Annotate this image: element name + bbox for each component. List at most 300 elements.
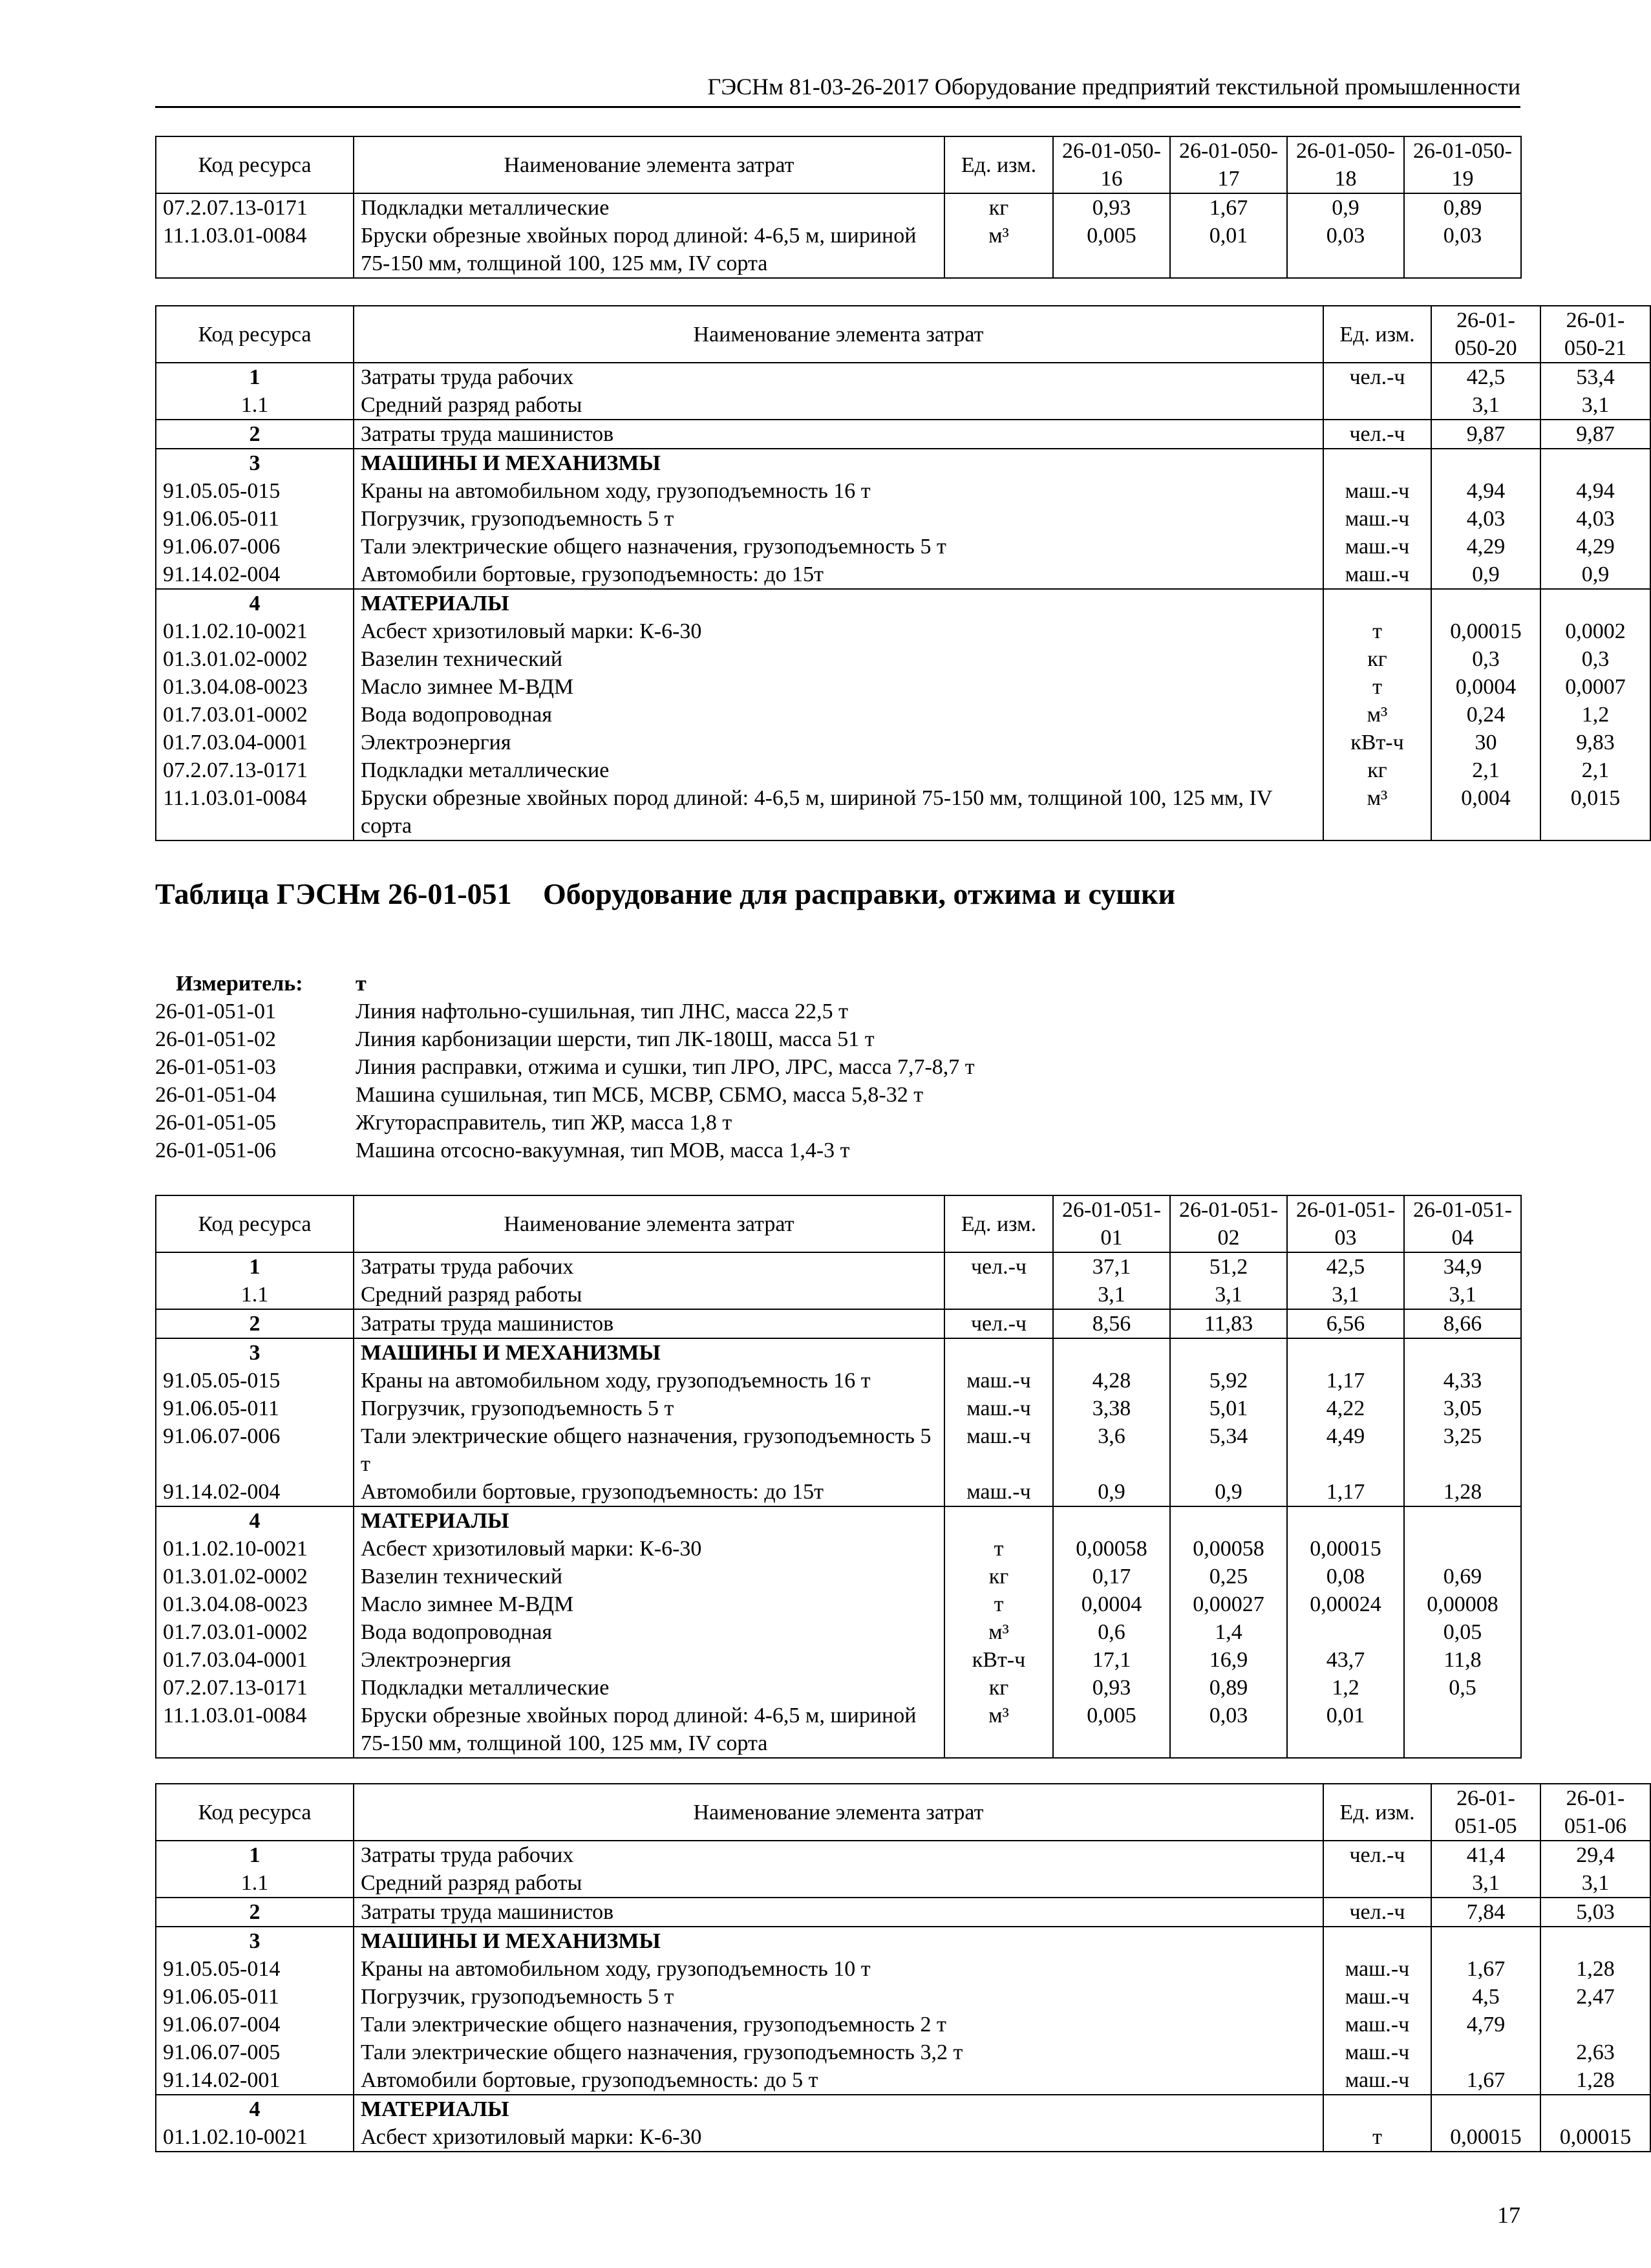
resource-unit: маш.-ч [1323,477,1431,505]
resource-name: Подкладки металлические [354,756,1323,784]
resource-name: Автомобили бортовые, грузоподъемность: до 15т [354,561,1323,589]
rate-value [1540,449,1650,477]
measurer-item-text: Машина отсосно-вакуумная, тип МОВ, масса 1,4-3 т [356,1139,850,1162]
rate-value: 0,01 [1287,1702,1404,1758]
column-header-code: Код ресурса [156,1784,354,1841]
rate-value: 0,9 [1170,1478,1287,1506]
resource-code: 3 [156,1338,354,1367]
resource-name: Затраты труда рабочих [354,363,1323,391]
table-row [156,1395,1521,1422]
resource-name: Затраты труда рабочих [354,1252,944,1281]
rate-value: 11,83 [1170,1309,1287,1338]
rate-value: 5,34 [1170,1422,1287,1478]
rate-value: 3,6 [1053,1422,1170,1478]
column-header-name: Наименование элемента затрат [354,136,944,193]
resource-code: 11.1.03.01-0084 [156,784,354,840]
resource-name: Вода водопроводная [354,701,1323,729]
resource-unit: чел.-ч [1323,363,1431,391]
rate-value: 37,1 [1053,1252,1170,1281]
rate-value: 0,00008 [1404,1590,1521,1618]
rate-value: 0,89 [1170,1674,1287,1702]
resource-code: 4 [156,2095,354,2123]
resource-table-051-05-06 [155,1783,1651,2152]
resource-unit: кВт-ч [944,1646,1053,1674]
resource-unit: кг [944,1674,1053,1702]
resource-code: 91.06.07-006 [156,1422,354,1478]
rate-value: 0,0004 [1431,673,1540,701]
resource-code: 91.14.02-004 [156,1478,354,1506]
resource-code: 11.1.03.01-0084 [156,1702,354,1758]
resource-name: Подкладки металлические [354,1674,944,1702]
rate-value [1404,1535,1521,1563]
resource-unit: м³ [1323,784,1431,840]
table-row [156,1478,1521,1506]
rate-value: 7,84 [1431,1898,1540,1927]
resource-name: МАТЕРИАЛЫ [354,2095,1323,2123]
resource-name: Средний разряд работы [354,1281,944,1309]
rate-value: 0,9 [1431,561,1540,589]
page-number: 17 [1497,2202,1520,2228]
table-row [156,533,1650,561]
table-row [156,477,1650,505]
rate-value: 0,00015 [1287,1535,1404,1563]
table-number: Таблица ГЭСНм 26-01-051 [155,877,512,910]
resource-name: МАШИНЫ И МЕХАНИЗМЫ [354,449,1323,477]
rate-value [1170,1506,1287,1535]
resource-unit: кг [1323,756,1431,784]
rate-value [1170,1338,1287,1367]
rate-value: 0,00015 [1431,2123,1540,2152]
rate-value: 3,38 [1053,1395,1170,1422]
rate-value: 5,01 [1170,1395,1287,1422]
measurer-item-code: 26-01-051-06 [155,1139,276,1162]
table-row [156,1590,1521,1618]
resource-code: 2 [156,420,354,449]
rate-value: 0,9 [1540,561,1650,589]
table-row [156,673,1650,701]
resource-code: 01.7.03.01-0002 [156,1618,354,1646]
resource-name: Масло зимнее М-ВДМ [354,673,1323,701]
rate-value: 0,6 [1053,1618,1170,1646]
resource-unit: маш.-ч [1323,505,1431,533]
measurer-item-text: Жгуторасправитель, тип ЖР, масса 1,8 т [356,1111,732,1135]
resource-name: Средний разряд работы [354,391,1323,420]
column-header-unit: Ед. изм. [944,136,1053,193]
rate-value: 30 [1431,729,1540,756]
table-row [156,1983,1650,2011]
table-row [156,1422,1521,1478]
resource-code: 01.7.03.04-0001 [156,1646,354,1674]
rate-value: 0,004 [1431,784,1540,840]
resource-unit: чел.-ч [1323,1841,1431,1869]
column-header-rate: 26-01-051-03 [1287,1195,1404,1252]
rate-value: 8,56 [1053,1309,1170,1338]
resource-code: 91.06.07-006 [156,533,354,561]
rate-value: 4,22 [1287,1395,1404,1422]
rate-value: 4,79 [1431,2011,1540,2038]
resource-name: Тали электрические общего назначения, грузоподъемность 3,2 т [354,2038,1323,2066]
rate-value: 2,1 [1431,756,1540,784]
resource-unit [944,1506,1053,1535]
resource-unit: чел.-ч [1323,1898,1431,1927]
rate-value [1404,1506,1521,1535]
resource-name: Автомобили бортовые, грузоподъемность: до 15т [354,1478,944,1506]
measurer-item-text: Линия карбонизации шерсти, тип ЛК-180Ш, масса 51 т [356,1027,875,1051]
resource-code: 91.05.05-015 [156,477,354,505]
rate-value: 17,1 [1053,1646,1170,1674]
column-header-rate: 26-01-051-02 [1170,1195,1287,1252]
rate-value: 0,3 [1431,645,1540,673]
resource-code: 3 [156,449,354,477]
rate-value [1540,589,1650,617]
table-row [156,505,1650,533]
rate-value: 3,1 [1431,1869,1540,1898]
rate-value: 0,0002 [1540,617,1650,645]
column-header-code: Код ресурса [156,136,354,193]
table-row [156,617,1650,645]
rate-value: 9,87 [1431,420,1540,449]
rate-value: 34,9 [1404,1252,1521,1281]
table-row [156,2095,1650,2123]
rate-value: 1,17 [1287,1367,1404,1395]
resource-code: 1 [156,1252,354,1281]
rate-value [1053,1338,1170,1367]
resource-name: Вазелин технический [354,645,1323,673]
table-row [156,589,1650,617]
measurer-item-code: 26-01-051-05 [155,1111,276,1135]
rate-value: 0,00027 [1170,1590,1287,1618]
rate-value: 0,00015 [1540,2123,1650,2152]
measurer-item-text: Линия нафтольно-сушильная, тип ЛНС, масса 22,5 т [356,1000,848,1023]
column-header-rate: 26-01-051-05 [1431,1784,1540,1841]
resource-code: 11.1.03.01-0084 [156,222,354,278]
resource-code: 4 [156,589,354,617]
resource-name: Масло зимнее М-ВДМ [354,1590,944,1618]
measurer-item-code: 26-01-051-01 [155,1000,276,1023]
resource-unit: кг [944,1563,1053,1590]
resource-name: Тали электрические общего назначения, грузоподъемность 5 т [354,1422,944,1478]
rate-value: 43,7 [1287,1646,1404,1674]
rate-value: 3,05 [1404,1395,1521,1422]
rate-value [1540,2095,1650,2123]
table-row [156,1281,1521,1309]
table-row [156,222,1521,278]
resource-code: 91.14.02-001 [156,2066,354,2095]
table-row [156,701,1650,729]
resource-unit: маш.-ч [1323,561,1431,589]
table-description: Оборудование для расправки, отжима и сушки [543,877,1176,910]
rate-value: 1,28 [1540,1955,1650,1983]
measurer-item-code: 26-01-051-03 [155,1055,276,1079]
resource-name: Бруски обрезные хвойных пород длиной: 4-6,5 м, шириной 75-150 мм, толщиной 100, 125 мм, IV сорта [354,784,1323,840]
resource-table-050-20-21 [155,305,1651,841]
rate-value: 0,03 [1287,222,1404,278]
table-row [156,420,1650,449]
resource-code: 01.7.03.01-0002 [156,701,354,729]
rate-value: 29,4 [1540,1841,1650,1869]
rate-value: 3,1 [1053,1281,1170,1309]
resource-code: 01.7.03.04-0001 [156,729,354,756]
resource-code: 07.2.07.13-0171 [156,1674,354,1702]
resource-unit: т [1323,2123,1431,2152]
resource-unit: т [1323,673,1431,701]
resource-code: 01.3.04.08-0023 [156,673,354,701]
rate-value: 3,1 [1170,1281,1287,1309]
resource-name: Затраты труда рабочих [354,1841,1323,1869]
column-header-code: Код ресурса [156,1195,354,1252]
rate-value: 4,33 [1404,1367,1521,1395]
resource-code: 1 [156,1841,354,1869]
table-row [156,2011,1650,2038]
rate-value: 1,28 [1404,1478,1521,1506]
resource-name: Электроэнергия [354,729,1323,756]
rate-value: 0,03 [1170,1702,1287,1758]
rate-value: 3,1 [1540,391,1650,420]
rate-value: 4,03 [1431,505,1540,533]
resource-unit: кг [944,193,1053,222]
resource-name: Тали электрические общего назначения, грузоподъемность 2 т [354,2011,1323,2038]
resource-unit: маш.-ч [1323,2011,1431,2038]
table-row [156,1674,1521,1702]
rate-value: 0,0004 [1053,1590,1170,1618]
measurer-label: Измеритель: [176,972,303,996]
table-row [156,1535,1521,1563]
rate-value [1540,2011,1650,2038]
rate-value: 0,0007 [1540,673,1650,701]
resource-unit: маш.-ч [1323,1983,1431,2011]
rate-value: 2,63 [1540,2038,1650,2066]
resource-unit: маш.-ч [944,1367,1053,1395]
rate-value: 0,03 [1404,222,1521,278]
rate-value: 0,00015 [1431,617,1540,645]
table-row [156,1898,1650,1927]
resource-unit: маш.-ч [1323,2038,1431,2066]
resource-code: 91.14.02-004 [156,561,354,589]
resource-unit [1323,589,1431,617]
rate-value: 4,94 [1540,477,1650,505]
resource-unit [1323,449,1431,477]
rate-value [1287,1618,1404,1646]
resource-unit: маш.-ч [944,1395,1053,1422]
table-row [156,193,1521,222]
column-header-unit: Ед. изм. [1323,306,1431,363]
resource-name: Погрузчик, грузоподъемность 5 т [354,1983,1323,2011]
resource-unit: маш.-ч [944,1478,1053,1506]
rate-value: 6,56 [1287,1309,1404,1338]
resource-name: МАШИНЫ И МЕХАНИЗМЫ [354,1338,944,1367]
rate-value [1431,2095,1540,2123]
measurer-item-text: Машина сушильная, тип МСБ, МСВР, СБМО, масса 5,8-32 т [356,1083,924,1107]
resource-unit: маш.-ч [1323,2066,1431,2095]
rate-value: 42,5 [1431,363,1540,391]
column-header-rate: 26-01-051-01 [1053,1195,1170,1252]
rate-value: 4,49 [1287,1422,1404,1478]
rate-value [1540,1927,1650,1955]
resource-unit: т [944,1535,1053,1563]
rate-value: 0,5 [1404,1674,1521,1702]
rate-value: 0,015 [1540,784,1650,840]
rate-value: 0,08 [1287,1563,1404,1590]
resource-code: 91.06.07-005 [156,2038,354,2066]
resource-unit: кг [1323,645,1431,673]
resource-unit: чел.-ч [1323,420,1431,449]
column-header-rate: 26-01-051-04 [1404,1195,1521,1252]
column-header-rate: 26-01-050-17 [1170,136,1287,193]
column-header-code: Код ресурса [156,306,354,363]
resource-code: 91.06.05-011 [156,1395,354,1422]
resource-name: МАТЕРИАЛЫ [354,1506,944,1535]
running-header: ГЭСНм 81-03-26-2017 Оборудование предприятий текстильной промышленности [707,74,1520,100]
table-row [156,1338,1521,1367]
table-row [156,1563,1521,1590]
rate-value: 4,94 [1431,477,1540,505]
rate-value: 5,92 [1170,1367,1287,1395]
resource-name: Затраты труда машинистов [354,1309,944,1338]
table-row [156,2038,1650,2066]
resource-unit: чел.-ч [944,1252,1053,1281]
table-row [156,2066,1650,2095]
resource-code: 07.2.07.13-0171 [156,756,354,784]
rate-value [1287,1338,1404,1367]
resource-unit: маш.-ч [1323,533,1431,561]
resource-code: 1.1 [156,1869,354,1898]
table-row [156,1309,1521,1338]
rate-value: 0,01 [1170,222,1287,278]
resource-name: Затраты труда машинистов [354,1898,1323,1927]
resource-unit [1323,1869,1431,1898]
rate-value: 0,69 [1404,1563,1521,1590]
resource-code: 01.1.02.10-0021 [156,617,354,645]
resource-code: 1.1 [156,1281,354,1309]
table-row [156,561,1650,589]
resource-code: 91.06.07-004 [156,2011,354,2038]
resource-name: Краны на автомобильном ходу, грузоподъемность 10 т [354,1955,1323,1983]
rate-value: 11,8 [1404,1646,1521,1674]
rate-value: 0,9 [1053,1478,1170,1506]
rate-value: 0,25 [1170,1563,1287,1590]
rate-value: 4,29 [1431,533,1540,561]
resource-code: 1 [156,363,354,391]
resource-name: Вода водопроводная [354,1618,944,1646]
resource-name: Асбест хризотиловый марки: К-6-30 [354,1535,944,1563]
resource-name: Краны на автомобильном ходу, грузоподъемность 16 т [354,477,1323,505]
resource-code: 91.05.05-014 [156,1955,354,1983]
resource-name: Асбест хризотиловый марки: К-6-30 [354,617,1323,645]
table-row [156,1702,1521,1758]
table-row [156,645,1650,673]
table-row [156,1841,1650,1869]
resource-unit [1323,391,1431,420]
resource-name: Тали электрические общего назначения, грузоподъемность 5 т [354,533,1323,561]
resource-unit [944,1281,1053,1309]
rate-value: 1,17 [1287,1478,1404,1506]
table-row [156,1869,1650,1898]
resource-code: 07.2.07.13-0171 [156,193,354,222]
measurer-item-code: 26-01-051-02 [155,1027,276,1051]
column-header-rate: 26-01-050-16 [1053,136,1170,193]
resource-name: МАШИНЫ И МЕХАНИЗМЫ [354,1927,1323,1955]
resource-table-051-01-04 [155,1195,1522,1759]
column-header-rate: 26-01-051-06 [1540,1784,1650,1841]
rate-value [1404,1702,1521,1758]
resource-code: 01.1.02.10-0021 [156,2123,354,2152]
resource-code: 91.06.05-011 [156,505,354,533]
measurer-item-code: 26-01-051-04 [155,1083,276,1107]
rate-value [1431,589,1540,617]
resource-table-050-16-19 [155,136,1522,279]
resource-unit [944,1338,1053,1367]
column-header-rate: 26-01-050-18 [1287,136,1404,193]
resource-name: Электроэнергия [354,1646,944,1674]
table-row [156,756,1650,784]
resource-unit: маш.-ч [944,1422,1053,1478]
column-header-name: Наименование элемента затрат [354,1784,1323,1841]
table-row [156,2123,1650,2152]
resource-code: 01.3.01.02-0002 [156,1563,354,1590]
resource-unit: чел.-ч [944,1309,1053,1338]
rate-value: 0,00024 [1287,1590,1404,1618]
rate-value: 53,4 [1540,363,1650,391]
rate-value: 1,67 [1170,193,1287,222]
rate-value: 3,1 [1540,1869,1650,1898]
rate-value: 3,25 [1404,1422,1521,1478]
rate-value: 3,1 [1287,1281,1404,1309]
rate-value [1053,1506,1170,1535]
column-header-unit: Ед. изм. [944,1195,1053,1252]
rate-value: 2,47 [1540,1983,1650,2011]
resource-unit [1323,2095,1431,2123]
rate-value [1431,449,1540,477]
resource-code: 01.1.02.10-0021 [156,1535,354,1563]
rate-value: 1,2 [1540,701,1650,729]
resource-unit [1323,1927,1431,1955]
resource-unit: м³ [944,1702,1053,1758]
resource-unit: м³ [1323,701,1431,729]
resource-name: Бруски обрезные хвойных пород длиной: 4-6,5 м, шириной 75-150 мм, толщиной 100, 125 мм, IV сорта [354,222,944,278]
column-header-rate: 26-01-050-19 [1404,136,1521,193]
measurer-unit: т [356,972,367,996]
rate-value: 9,83 [1540,729,1650,756]
resource-code: 4 [156,1506,354,1535]
resource-unit: м³ [944,222,1053,278]
column-header-unit: Ед. изм. [1323,1784,1431,1841]
rate-value: 0,9 [1287,193,1404,222]
resource-name: Автомобили бортовые, грузоподъемность: до 5 т [354,2066,1323,2095]
resource-name: Погрузчик, грузоподъемность 5 т [354,505,1323,533]
rate-value: 8,66 [1404,1309,1521,1338]
rate-value: 16,9 [1170,1646,1287,1674]
rate-value: 0,17 [1053,1563,1170,1590]
resource-unit: т [944,1590,1053,1618]
rate-value: 0,05 [1404,1618,1521,1646]
table-row [156,1646,1521,1674]
resource-unit: м³ [944,1618,1053,1646]
rate-value: 1,67 [1431,2066,1540,2095]
table-row [156,1252,1521,1281]
rate-value: 42,5 [1287,1252,1404,1281]
rate-value: 4,29 [1540,533,1650,561]
resource-name: Погрузчик, грузоподъемность 5 т [354,1395,944,1422]
resource-name: Бруски обрезные хвойных пород длиной: 4-6,5 м, шириной 75-150 мм, толщиной 100, 125 мм, IV сорта [354,1702,944,1758]
rate-value: 3,1 [1404,1281,1521,1309]
table-row [156,784,1650,840]
resource-code: 1.1 [156,391,354,420]
header-rule [155,106,1520,108]
rate-value: 2,1 [1540,756,1650,784]
resource-code: 91.06.05-011 [156,1983,354,2011]
resource-unit: маш.-ч [1323,1955,1431,1983]
rate-value: 4,5 [1431,1983,1540,2011]
